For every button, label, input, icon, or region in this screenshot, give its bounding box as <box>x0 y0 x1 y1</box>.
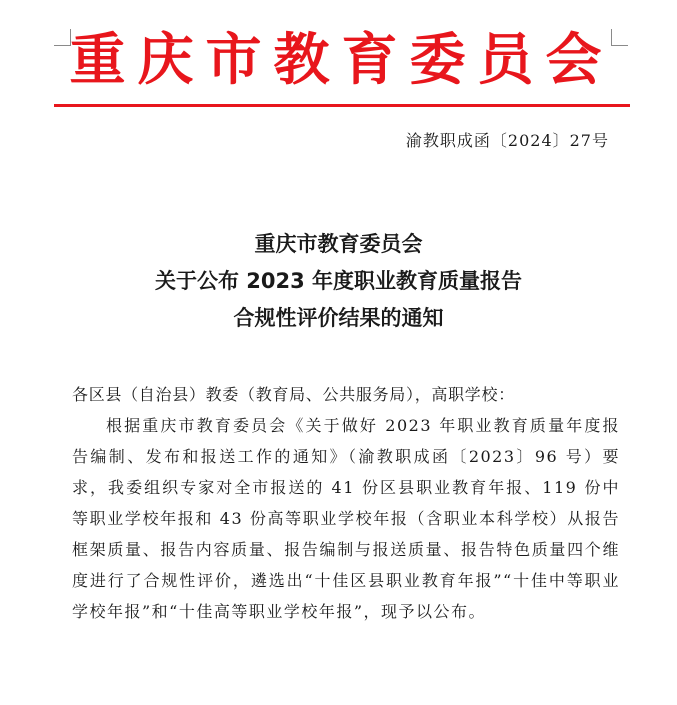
salutation: 各区县（自治县）教委（教育局、公共服务局），高职学校： <box>72 385 515 404</box>
masthead-title: 重庆市教育委员会 <box>69 28 614 93</box>
notice-body <box>72 379 620 627</box>
notice-title-line-2: 关于公布 2023 年度职业教育质量报告 <box>154 269 523 293</box>
masthead-red-rule <box>54 104 630 107</box>
document-number: 渝教职成函〔2024〕27号 <box>405 131 609 150</box>
notice-title-line-3: 合规性评价结果的通知 <box>233 306 444 330</box>
notice-title <box>0 226 677 337</box>
notice-title-line-1: 重庆市教育委员会 <box>254 232 423 256</box>
body-paragraph: 根据重庆市教育委员会《关于做好 2023 年职业教育质量年度报告编制、发布和报送工作的通知》（渝教职成函〔2023〕96 号）要求，我委组织专家对全市报送的 41 份区县职业教育年报、119 份中等职业学校年报和 43 份高等职业学校年报（含职业本科学校）从报告框架质量、报告内容质量、报告编制与报送质量、报告特色质量四个维度进行了合规性评价，遴选出“十佳区县职业教育年报”“十佳中等职业学校年报”和“十佳高等职业学校年报”，现予以公布。 <box>72 416 620 621</box>
